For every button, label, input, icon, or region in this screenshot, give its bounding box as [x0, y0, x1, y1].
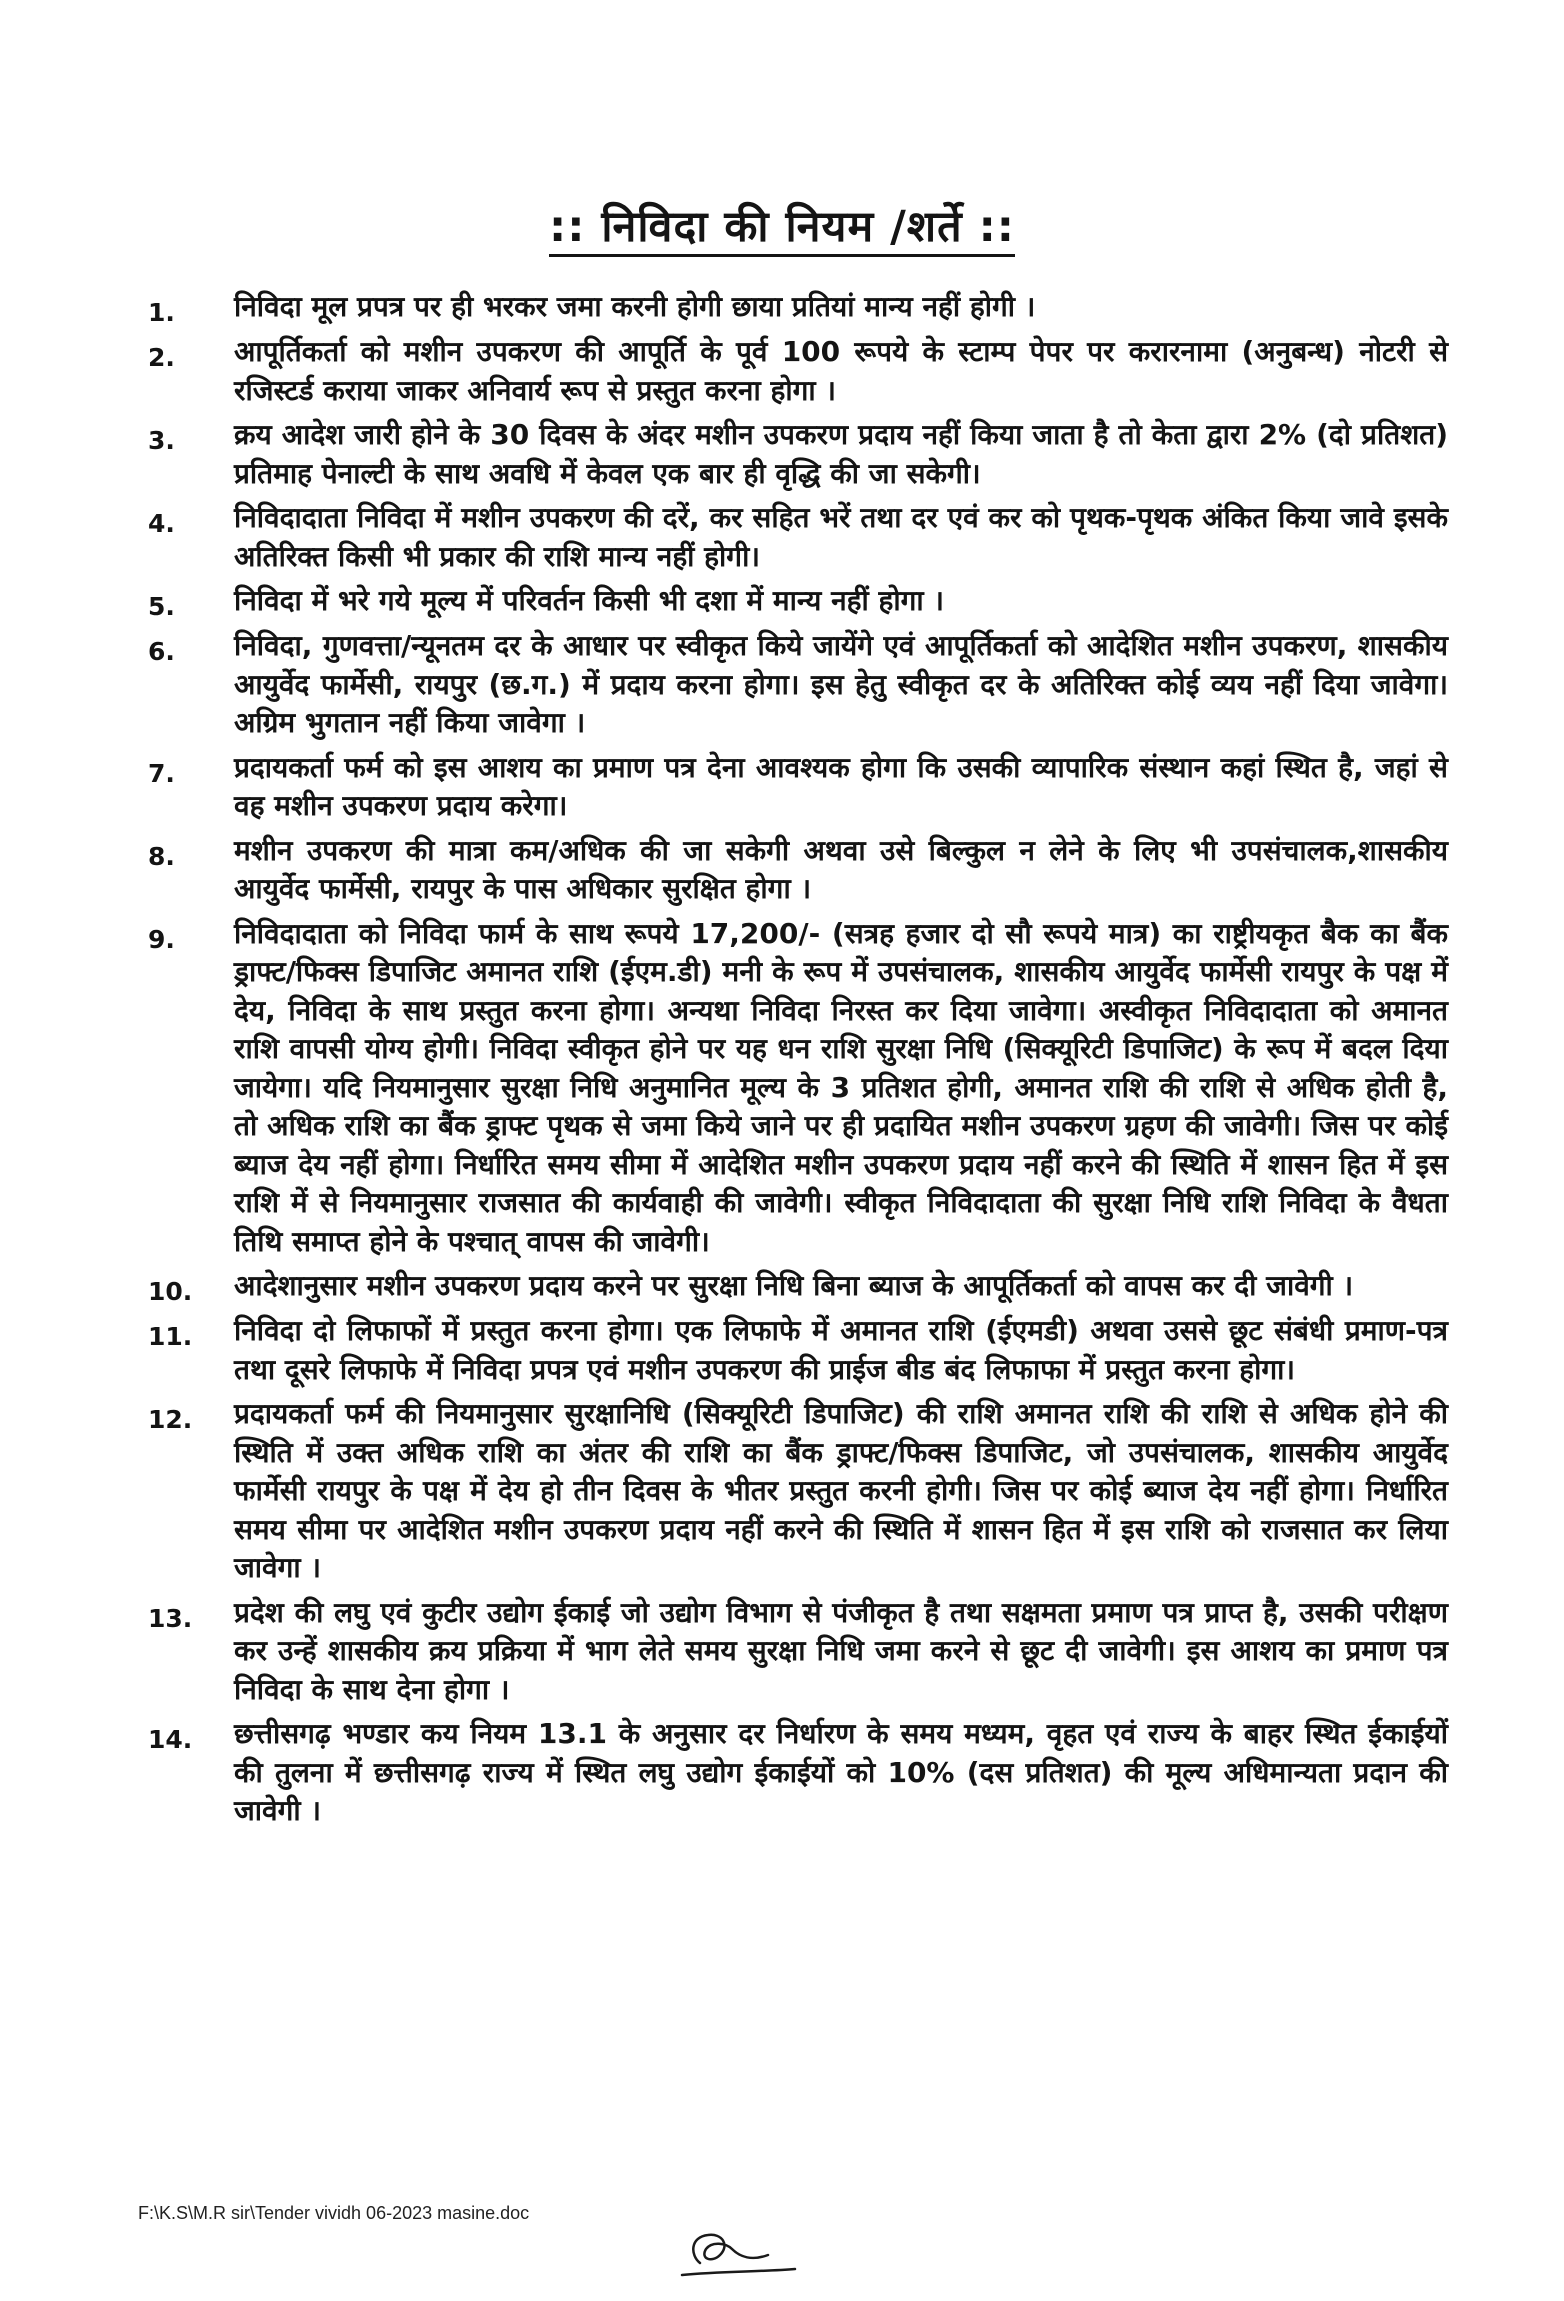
rule-number: 12.: [148, 1405, 193, 1434]
rule-text: निविदा मूल प्रपत्र पर ही भरकर जमा करनी होगी छाया प्रतियां मान्य नहीं होगी ।: [234, 290, 1036, 323]
rule-text: निविदादाता निविदा में मशीन उपकरण की दरें, कर सहित भरें तथा दर एवं कर को पृथक-पृथक अंकित किया जावे इसके अतिरिक्त किसी भी प्रकार की राशि मान्य नहीं होगी।: [234, 501, 1448, 573]
rule-text: आपूर्तिकर्ता को मशीन उपकरण की आपूर्ति के पूर्व 100 रूपये के स्टाम्प पेपर पर करारनामा (अनुबन्ध) नोटरी से रजिस्टर्ड कराया जाकर अनिवार्य रूप से प्रस्तुत करना होगा ।: [234, 335, 1448, 407]
rule-text: प्रदायकर्ता फर्म को इस आशय का प्रमाण पत्र देना आवश्यक होगा कि उसकी व्यापारिक संस्थान कहां स्थित है, जहां से वह मशीन उपकरण प्रदाय करेगा।: [234, 750, 1448, 822]
rule-item: [148, 1594, 1448, 1710]
rule-item: [148, 749, 1448, 826]
rule-text: निविदादाता को निविदा फार्म के साथ रूपये 17,200/- (सत्रह हजार दो सौ रूपये मात्र) का राष्ट्रीयकृत बैक का बैंक ड्राफ्ट/फिक्स डिपाजिट अमानत राशि (ईएम.डी) मनी के रूप में उपसंचालक, शासकीय आयुर्वेद फार्मेसी रायपुर के पक्ष में देय, निविदा के साथ प्रस्तुत करना होगा। अन्यथा निविदा निरस्त कर दिया जावेगा। अस्वीकृत निविदादाता को अमानत राशि वापसी योग्य होगी। निविदा स्वीकृत होने पर यह धन राशि सुरक्षा निधि (सिक्यूरिटी डिपाजिट) के रूप में बदल दिया जायेगा। यदि नियमानुसार सुरक्षा निधि अनुमानित मूल्य के 3 प्रतिशत होगी, अमानत राशि की राशि से अधिक होती है, तो अधिक राशि का बैंक ड्राफ्ट पृथक से जमा किये जाने पर ही प्रदायित मशीन उपकरण ग्रहण की जावेगी। जिस पर कोई ब्याज देय नहीं होगा। निर्धारित समय सीमा में आदेशित मशीन उपकरण प्रदाय नहीं करने की स्थिति में शासन हित में इस राशि में से नियमानुसार राजसात की कार्यवाही की जावेगी। स्वीकृत निविदादाता की सुरक्षा निधि राशि निविदा के वैधता तिथि समाप्त होने के पश्चात् वापस की जावेगी।: [234, 916, 1448, 1258]
rule-item: [148, 499, 1448, 576]
rule-number: 8.: [148, 841, 175, 871]
rule-text: प्रदायकर्ता फर्म की नियमानुसार सुरक्षानिधि (सिक्यूरिटी डिपाजिट) की राशि अमानत राशि की राशि से अधिक होने की स्थिति में उक्त अधिक राशि का अंतर की राशि का बैंक ड्राफ्ट/फिक्स डिपाजिट, जो उपसंचालक, शासकीय आयुर्वेद फार्मेसी रायपुर के पक्ष में देय हो तीन दिवस के भीतर प्रस्तुत करनी होगी। जिस पर कोई ब्याज देय नहीं होगा। निर्धारित समय सीमा पर आदेशित मशीन उपकरण प्रदाय नहीं करने की स्थिति में शासन हित में इस राशि को राजसात कर लिया जावेगा ।: [234, 1397, 1448, 1584]
rule-item: [148, 1395, 1448, 1588]
rule-text: क्रय आदेश जारी होने के 30 दिवस के अंदर मशीन उपकरण प्रदाय नहीं किया जाता है तो केता द्वारा 2% (दो प्रतिशत) प्रतिमाह पेनाल्टी के साथ अवधि में केवल एक बार ही वृद्धि की जा सकेगी।: [234, 418, 1448, 490]
rule-text: निविदा में भरे गये मूल्य में परिवर्तन किसी भी दशा में मान्य नहीं होगा ।: [234, 584, 944, 617]
rule-number: 5.: [148, 592, 175, 621]
rule-number: 4.: [148, 509, 175, 538]
rule-number: 9.: [148, 924, 175, 954]
rule-number: 3.: [148, 426, 175, 455]
rule-number: 2.: [148, 343, 175, 372]
rule-number: 11.: [148, 1322, 193, 1351]
rule-item: [148, 416, 1448, 493]
rule-item: [148, 627, 1448, 743]
rule-item: [148, 288, 1448, 327]
rule-number: 1.: [148, 298, 175, 327]
rule-number: 7.: [148, 758, 175, 788]
rule-number: 14.: [148, 1725, 193, 1754]
file-path-footer: F:\K.S\M.R sir\Tender vividh 06-2023 masine.doc: [138, 2203, 530, 2223]
rule-number: 6.: [148, 637, 175, 666]
rule-item: [148, 915, 1448, 1262]
rule-item: [148, 832, 1448, 909]
rule-text: छत्तीसगढ़ भण्डार कय नियम 13.1 के अनुसार दर निर्धारण के समय मध्यम, वृहत एवं राज्य के बाहर स्थित ईकाईयों की तुलना में छत्तीसगढ़ राज्य में स्थित लघु उद्योग ईकाईयों को 10% (दस प्रतिशत) की मूल्य अधिमान्यता प्रदान की जावेगी ।: [234, 1717, 1448, 1827]
page-title: [0, 195, 1564, 254]
rule-item: [148, 1312, 1448, 1389]
rule-text: मशीन उपकरण की मात्रा कम/अधिक की जा सकेगी अथवा उसे बिल्कुल न लेने के लिए भी उपसंचालक,शासकीय आयुर्वेद फार्मेसी, रायपुर के पास अधिकार सुरक्षित होगा ।: [234, 833, 1448, 905]
page-title-text: :: निविदा की नियम /शर्ते ::: [549, 202, 1015, 257]
rule-item: [148, 333, 1448, 410]
rule-text: निविदा, गुणवत्ता/न्यूनतम दर के आधार पर स्वीकृत किये जायेंगे एवं आपूर्तिकर्ता को आदेशित मशीन उपकरण, शासकीय आयुर्वेद फार्मेसी, रायपुर (छ.ग.) में प्रदाय करना होगा। इस हेतु स्वीकृत दर के अतिरिक्त कोई व्यय नहीं दिया जावेगा। अग्रिम भुगतान नहीं किया जावेगा ।: [234, 629, 1448, 739]
rule-item: [148, 582, 1448, 621]
rule-text: प्रदेश की लघु एवं कुटीर उद्योग ईकाई जो उद्योग विभाग से पंजीकृत है तथा सक्षमता प्रमाण पत्र प्राप्त है, उसकी परीक्षण कर उन्हें शासकीय क्रय प्रक्रिया में भाग लेते समय सुरक्षा निधि जमा करने से छूट दी जावेगी। इस आशय का प्रमाण पत्र निविदा के साथ देना होगा ।: [234, 1595, 1448, 1706]
rule-number: 13.: [148, 1603, 193, 1633]
rule-number: 10.: [148, 1277, 193, 1306]
rule-text: आदेशानुसार मशीन उपकरण प्रदाय करने पर सुरक्षा निधि बिना ब्याज के आपूर्तिकर्ता को वापस कर दी जावेगी ।: [234, 1269, 1354, 1302]
rule-item: [148, 1267, 1448, 1306]
signature-mark: [660, 2215, 810, 2285]
rule-text: निविदा दो लिफाफों में प्रस्तुत करना होगा। एक लिफाफे में अमानत राशि (ईएमडी) अथवा उससे छूट संबंधी प्रमाण-पत्र तथा दूसरे लिफाफे में निविदा प्रपत्र एवं मशीन उपकरण की प्राईज बीड बंद लिफाफा में प्रस्तुत करना होगा।: [234, 1314, 1448, 1386]
rules-list: [148, 288, 1448, 1837]
rule-item: [148, 1715, 1448, 1831]
